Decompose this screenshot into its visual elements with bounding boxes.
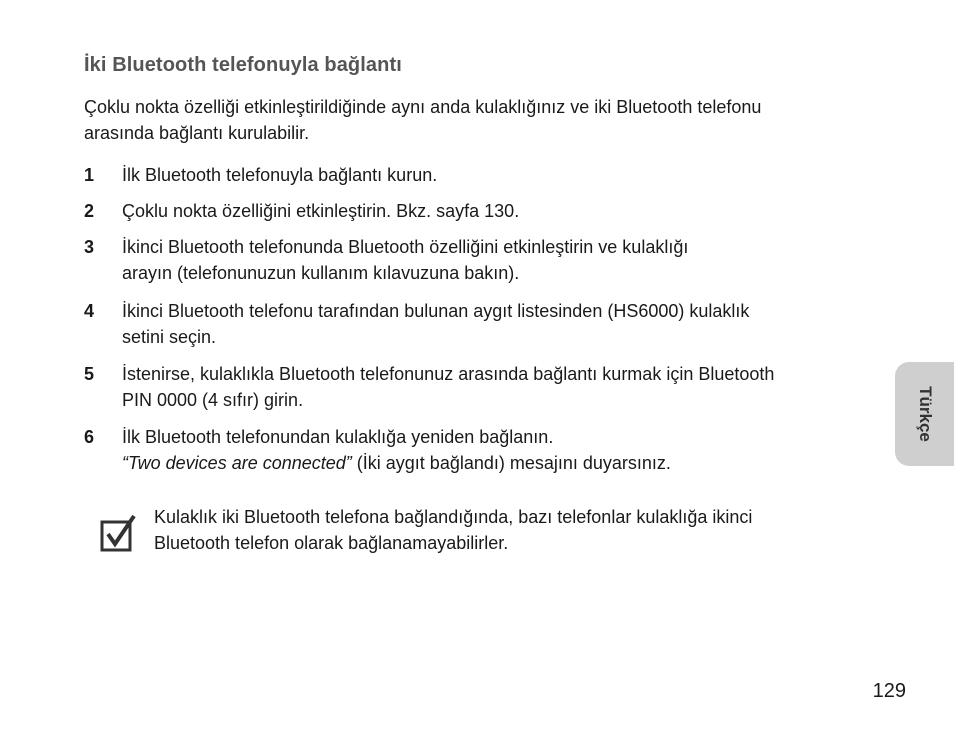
step-line: İstenirse, kulaklıkla Bluetooth telefonunuz arasında bağlantı kurmak için Bluetooth <box>122 364 775 384</box>
checkbox-check-icon <box>100 512 138 552</box>
step-number: 6 <box>84 427 95 447</box>
step-number: 1 <box>84 165 95 185</box>
note-box <box>100 504 860 564</box>
intro-line: Çoklu nokta özelliği etkinleştirildiğinde aynı anda kulaklığınız ve iki Bluetooth telefonu <box>84 97 762 117</box>
step-line: İlk Bluetooth telefonuyla bağlantı kurun. <box>122 165 438 185</box>
note-line: Kulaklık iki Bluetooth telefona bağlandığında, bazı telefonlar kulaklığa ikinci <box>154 507 753 527</box>
step-text <box>122 298 892 350</box>
intro-line: arasında bağlantı kurulabilir. <box>84 123 310 143</box>
page-number: 129 <box>872 680 906 702</box>
step-line: İkinci Bluetooth telefonu tarafından bulunan aygıt listesinden (HS6000) kulaklık <box>122 301 750 321</box>
step-text <box>122 162 892 188</box>
step-text <box>122 361 892 413</box>
step-text <box>122 234 892 286</box>
step-message-line <box>122 450 892 476</box>
step-message-italic: “Two devices are connected” <box>122 453 352 473</box>
step-message-rest: (İki aygıt bağlandı) mesajını duyarsınız. <box>351 453 671 473</box>
step-number: 2 <box>84 201 95 221</box>
language-tab-label: Türkçe <box>916 386 935 442</box>
step-line: arayın (telefonunuzun kullanım kılavuzuna bakın). <box>122 263 520 283</box>
step-number: 4 <box>84 301 95 321</box>
step-text <box>122 198 892 224</box>
step-text <box>122 424 892 476</box>
step-line: setini seçin. <box>122 327 217 347</box>
page-title: İki Bluetooth telefonuyla bağlantı <box>84 54 402 76</box>
step-line: PIN 0000 (4 sıfır) girin. <box>122 390 304 410</box>
note-line: Bluetooth telefon olarak bağlanamayabilirler. <box>154 533 509 553</box>
step-number: 3 <box>84 237 95 257</box>
step-line: Çoklu nokta özelliğini etkinleştirin. Bkz. sayfa 130. <box>122 201 520 221</box>
step-line: İlk Bluetooth telefonundan kulaklığa yeniden bağlanın. <box>122 427 554 447</box>
step-number: 5 <box>84 364 95 384</box>
intro-paragraph <box>84 94 884 146</box>
note-text <box>154 504 752 556</box>
step-line: İkinci Bluetooth telefonunda Bluetooth özelliğini etkinleştirin ve kulaklığı <box>122 237 689 257</box>
language-side-tab <box>895 362 954 466</box>
